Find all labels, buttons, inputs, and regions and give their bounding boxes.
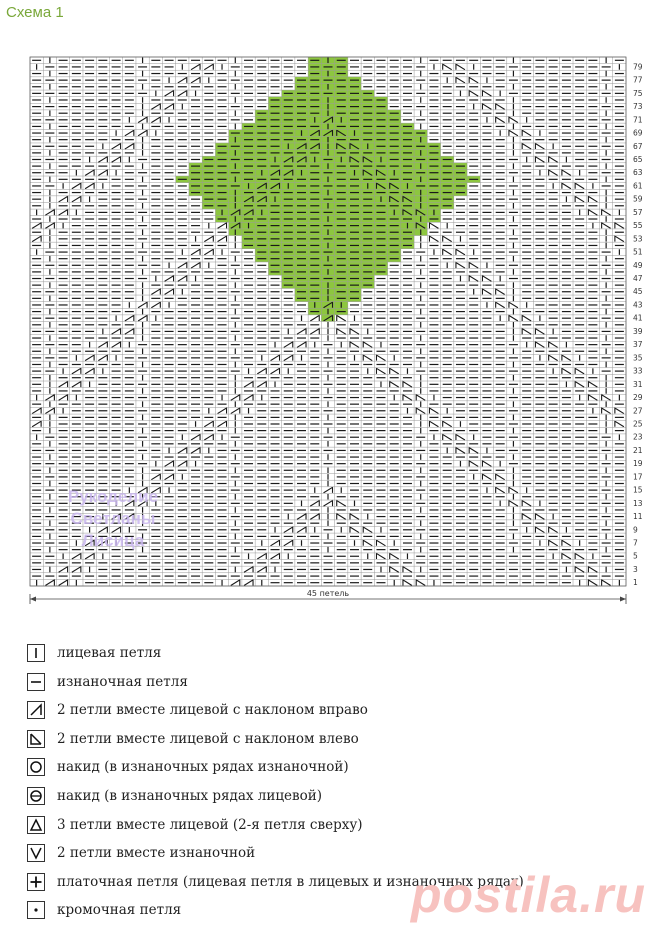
k2tog-left-mark (575, 196, 584, 202)
k2tog-left-mark (602, 210, 611, 216)
k2tog-right-mark (257, 382, 266, 388)
k2tog-right-mark (72, 382, 81, 388)
legend-item (27, 669, 188, 695)
k2tog-left-mark (615, 223, 624, 229)
k2tog-right-mark (323, 487, 332, 493)
k2tog-right-mark (125, 143, 134, 149)
k2tog-left-mark (602, 395, 611, 401)
row-label: 49 (633, 260, 643, 270)
k2tog-left-mark (469, 263, 478, 269)
k2tog-right-mark (45, 223, 54, 229)
legend-label: кромочная петля (57, 902, 182, 919)
legend-item (27, 840, 255, 866)
k2tog-right-mark (310, 329, 319, 335)
k2tog-left-mark (337, 501, 346, 507)
k2tog-left-mark (522, 514, 531, 520)
k2tog-right-mark (204, 421, 213, 427)
row-label: 23 (633, 432, 643, 442)
k2tog-right-mark (32, 421, 41, 427)
k2tog-right-mark (244, 567, 253, 573)
k2tog-left-mark (575, 382, 584, 388)
k2tog-left-mark (509, 315, 518, 321)
row-label: 25 (633, 419, 643, 429)
k2tog-right-mark (310, 315, 319, 321)
row-label: 37 (633, 340, 643, 350)
row-label: 67 (633, 141, 643, 151)
k2tog-right-mark (191, 263, 200, 269)
k2tog-right-mark (165, 289, 174, 295)
k2tog-right-mark (178, 263, 187, 269)
author-watermark-line: Светланы (70, 509, 156, 528)
k2tog-right-mark (310, 501, 319, 507)
k2tog-right-mark (231, 580, 240, 586)
k2tog-left-mark (588, 580, 597, 586)
k2tog-left-mark (376, 540, 385, 546)
site-watermark: postila.ru (410, 867, 646, 923)
k2tog-left-mark (337, 329, 346, 335)
k2tog-left-mark (562, 183, 571, 189)
row-label: 19 (633, 459, 643, 469)
k2tog-left-mark (549, 342, 558, 348)
k2tog-right-mark (297, 514, 306, 520)
k2tog-right-mark (151, 302, 160, 308)
k2tog-left-mark (482, 461, 491, 467)
legend-label: 2 петли вместе лицевой с наклоном вправо (57, 702, 368, 719)
width-label: 45 петель (306, 589, 350, 598)
k2tog-right-mark (310, 514, 319, 520)
k2tog-right-mark (191, 434, 200, 440)
k2tog-left-mark (549, 540, 558, 546)
row-label: 5 (633, 551, 638, 561)
row-label: 55 (633, 221, 643, 231)
k2tog-left-mark (615, 236, 624, 242)
k2tog-right-mark (257, 553, 266, 559)
k2tog-left-mark (337, 514, 346, 520)
k2tog-right-mark (284, 355, 293, 361)
row-label: 79 (633, 62, 643, 72)
k2tog-right-mark (297, 329, 306, 335)
k2tog-left-mark (363, 342, 372, 348)
k2tog-left-mark (522, 130, 531, 136)
k2tog-left-mark (337, 315, 346, 321)
k2tog-right-icon (27, 701, 45, 719)
k2tog-left-mark (575, 553, 584, 559)
k2tog-left-mark (429, 421, 438, 427)
k2tog-right-mark (204, 64, 213, 70)
legend-item (27, 783, 322, 809)
k2tog-left-mark (469, 77, 478, 83)
row-label: 27 (633, 406, 643, 416)
k2tog-right-mark (125, 315, 134, 321)
k2tog-right-mark (98, 342, 107, 348)
k2tog-left-mark (535, 329, 544, 335)
row-label: 65 (633, 154, 643, 164)
k2tog-right-mark (151, 474, 160, 480)
author-watermark (48, 486, 178, 552)
k2tog-left-mark (588, 567, 597, 573)
row-label: 47 (633, 274, 643, 284)
k2tog-left-mark (496, 474, 505, 480)
width-arrow-left (30, 597, 36, 602)
k2tog-right-mark (204, 249, 213, 255)
row-label: 53 (633, 234, 643, 244)
k2tog-left-mark (562, 368, 571, 374)
legend-item (27, 697, 368, 723)
k2tog-left-mark (482, 474, 491, 480)
k2tog-left-mark (456, 249, 465, 255)
k2tog-left-mark (403, 580, 412, 586)
k2tog-left-mark (482, 276, 491, 282)
k2tog-right-mark (72, 567, 81, 573)
k2tog-left-mark (615, 421, 624, 427)
k2tog-left-mark (509, 501, 518, 507)
k2tog-left-mark (496, 117, 505, 123)
k2tog-left-mark (496, 289, 505, 295)
k2tog-right-mark (271, 553, 280, 559)
k2tog-left-mark (390, 567, 399, 573)
garter-icon (27, 873, 45, 891)
k2tog-right-mark (151, 289, 160, 295)
row-label: 69 (633, 128, 643, 138)
row-label: 7 (633, 538, 638, 548)
k2tog-left-mark (416, 395, 425, 401)
k2tog-right-mark (59, 210, 68, 216)
k2tog-left-mark (509, 302, 518, 308)
k2tog-right-mark (191, 77, 200, 83)
k2tog-left-mark (535, 342, 544, 348)
k2tog-left-mark (403, 395, 412, 401)
k2tog-right-mark (45, 580, 54, 586)
k2tog-left-mark (496, 487, 505, 493)
k2tog-left-mark (482, 91, 491, 97)
k2tog-left-mark (403, 382, 412, 388)
k2tog-right-mark (59, 567, 68, 573)
k2tog-left-mark (469, 91, 478, 97)
k2tog-right-mark (138, 117, 147, 123)
k2tog-left-mark (456, 263, 465, 269)
k2tog-right-mark (59, 395, 68, 401)
k2tog-right-mark (178, 276, 187, 282)
row-label: 51 (633, 247, 643, 257)
k2tog-right-mark (45, 395, 54, 401)
k2tog-right-mark (151, 104, 160, 110)
k2tog-right-mark (151, 117, 160, 123)
k2tog-right-mark (204, 434, 213, 440)
k2tog-left-mark (522, 501, 531, 507)
k2tog-left-mark (496, 302, 505, 308)
row-label: 73 (633, 102, 643, 112)
row-label: 29 (633, 393, 643, 403)
k2tog-right-mark (45, 408, 54, 414)
k2tog-right-mark (138, 302, 147, 308)
row-label: 63 (633, 168, 643, 178)
legend-label: накид (в изнаночных рядах лицевой) (57, 788, 323, 804)
k2tog-right-mark (59, 196, 68, 202)
k2tog-right-mark (231, 408, 240, 414)
k2tog-right-mark (284, 342, 293, 348)
k2tog-left-mark (549, 170, 558, 176)
legend-item (27, 897, 181, 923)
k2tog-left-mark (522, 143, 531, 149)
k2tog-left-mark (535, 514, 544, 520)
k2tog-left-mark (363, 540, 372, 546)
k2tog-left-mark (562, 540, 571, 546)
k2tog-right-mark (85, 355, 94, 361)
yarnover-icon (27, 758, 45, 776)
k2tog-right-mark (257, 567, 266, 573)
k2tog-right-mark (284, 540, 293, 546)
k2tog-right-mark (45, 210, 54, 216)
k2tog-left-mark (575, 183, 584, 189)
k2tog-right-mark (138, 315, 147, 321)
k2tog-right-mark (85, 368, 94, 374)
row-label: 31 (633, 379, 643, 389)
author-watermark-line: Лисица (81, 531, 145, 550)
k2tog-left-mark (482, 104, 491, 110)
k2tog-right-mark (231, 395, 240, 401)
k2tog-left-mark (456, 77, 465, 83)
k2tog-left-mark (588, 196, 597, 202)
k2tog-right-mark (112, 329, 121, 335)
k2tog-left-mark (549, 157, 558, 163)
k2tog-left-mark (588, 210, 597, 216)
k2tog-right-mark (98, 157, 107, 163)
k2tog-right-mark (165, 461, 174, 467)
k2tog-right-mark (178, 461, 187, 467)
row-label: 57 (633, 207, 643, 217)
k2tog-right-mark (323, 501, 332, 507)
k2tog-left-mark (456, 64, 465, 70)
k2tog-left-mark (602, 223, 611, 229)
row-label: 41 (633, 313, 643, 323)
k2tog-right-mark (244, 382, 253, 388)
row-label: 75 (633, 88, 643, 98)
k2tog-left-mark (509, 487, 518, 493)
k2tog-right-mark (112, 157, 121, 163)
k2tog-left-mark (535, 527, 544, 533)
k2tog-left-mark (350, 329, 359, 335)
row-label: 71 (633, 115, 643, 125)
k2tog-right-mark (32, 223, 41, 229)
k2tog-left-mark (443, 249, 452, 255)
k2tog-left-mark (615, 408, 624, 414)
k2tog-left-mark (535, 157, 544, 163)
row-label: 33 (633, 366, 643, 376)
legend-item (27, 812, 363, 838)
purl-icon (27, 673, 45, 691)
k2tog-left-mark (509, 117, 518, 123)
k2tog-left-mark (429, 236, 438, 242)
k2tog-left-mark (602, 580, 611, 586)
k2tog-right-mark (59, 382, 68, 388)
legend-item (27, 726, 359, 752)
row-label: 21 (633, 445, 643, 455)
k2tog-right-mark (85, 170, 94, 176)
k2tog-right-mark (165, 91, 174, 97)
author-watermark-line: Рукоделие (67, 487, 159, 506)
row-label: 45 (633, 287, 643, 297)
chart-title: Схема 1 (6, 4, 64, 21)
k2tog-left-mark (575, 368, 584, 374)
legend-label: изнаночная петля (57, 673, 188, 690)
k2tog-right-mark (178, 448, 187, 454)
yarnover-knit-icon (27, 787, 45, 805)
k2tog-right-mark (218, 236, 227, 242)
k2tog-right-mark (32, 236, 41, 242)
k2tog-left-mark (376, 355, 385, 361)
k2tog-right-mark (72, 368, 81, 374)
knit-icon (27, 644, 45, 662)
k2tog-left-mark (376, 368, 385, 374)
row-labels (633, 62, 643, 587)
k2tog-right-mark (98, 170, 107, 176)
k2tog-left-mark (509, 130, 518, 136)
k2tog-right-mark (98, 355, 107, 361)
k2tog-left-mark (482, 289, 491, 295)
k2tog-right-mark (178, 91, 187, 97)
k2tog-left-mark (575, 567, 584, 573)
k3tog-icon (27, 816, 45, 834)
k2tog-left-mark (350, 527, 359, 533)
k2tog-left-mark (496, 104, 505, 110)
row-label: 3 (633, 564, 638, 574)
legend-label: лицевая петля (57, 645, 162, 661)
k2tog-left-mark (363, 527, 372, 533)
k2tog-left-mark (522, 315, 531, 321)
k2tog-left-mark (416, 580, 425, 586)
k2tog-right-mark (59, 580, 68, 586)
k2tog-left-mark (443, 64, 452, 70)
k2tog-right-mark (191, 249, 200, 255)
legend-label: 2 петли вместе лицевой с наклоном влево (57, 730, 359, 747)
k2tog-left-mark (443, 421, 452, 427)
k2tog-left-mark (443, 434, 452, 440)
k2tog-left-mark (390, 553, 399, 559)
k2tog-right-mark (297, 342, 306, 348)
k2tog-right-mark (112, 143, 121, 149)
legend-label: 3 петли вместе лицевой (2-я петля сверху) (57, 816, 363, 833)
k2tog-right-mark (271, 540, 280, 546)
k2tog-left-mark (429, 223, 438, 229)
k2tog-left-mark (390, 382, 399, 388)
row-label: 15 (633, 485, 643, 495)
k2tog-right-mark (85, 183, 94, 189)
k2tog-right-mark (112, 342, 121, 348)
k2tog-right-mark (257, 368, 266, 374)
k2tog-left-icon (27, 730, 45, 748)
k2tog-left-mark (588, 395, 597, 401)
k2tog-left-mark (588, 382, 597, 388)
k2tog-right-mark (271, 355, 280, 361)
legend-label: 2 петли вместе изнаночной (57, 845, 256, 862)
k2tog-right-mark (138, 130, 147, 136)
row-label: 13 (633, 498, 643, 508)
legend-label: накид (в изнаночных рядах изнаночной) (57, 759, 349, 776)
k2tog-right-mark (178, 77, 187, 83)
legend-item (27, 640, 161, 666)
k2tog-left-mark (562, 355, 571, 361)
legend-label: платочная петля (лицевая петля в лицевых и изнаночных рядах) (57, 873, 524, 890)
k2tog-right-mark (125, 130, 134, 136)
p2tog-icon (27, 844, 45, 862)
k2tog-left-mark (390, 368, 399, 374)
k2tog-left-mark (535, 143, 544, 149)
width-arrow-right (620, 597, 626, 602)
k2tog-left-mark (602, 408, 611, 414)
k2tog-right-mark (165, 104, 174, 110)
k2tog-right-mark (72, 196, 81, 202)
row-label: 39 (633, 326, 643, 336)
row-label: 61 (633, 181, 643, 191)
row-label: 35 (633, 353, 643, 363)
k2tog-left-mark (469, 448, 478, 454)
k2tog-right-mark (218, 421, 227, 427)
legend-item (27, 754, 349, 780)
k2tog-left-mark (469, 276, 478, 282)
k2tog-right-mark (244, 580, 253, 586)
k2tog-left-mark (549, 527, 558, 533)
k2tog-right-mark (191, 448, 200, 454)
k2tog-right-mark (297, 527, 306, 533)
k2tog-right-mark (284, 527, 293, 533)
row-label: 59 (633, 194, 643, 204)
k2tog-right-mark (125, 329, 134, 335)
k2tog-left-mark (350, 514, 359, 520)
k2tog-right-mark (218, 408, 227, 414)
k2tog-left-mark (416, 408, 425, 414)
k2tog-left-mark (522, 329, 531, 335)
k2tog-left-mark (363, 355, 372, 361)
k2tog-left-mark (376, 553, 385, 559)
k2tog-left-mark (403, 567, 412, 573)
k2tog-left-mark (350, 342, 359, 348)
k2tog-right-mark (204, 236, 213, 242)
k2tog-right-mark (72, 183, 81, 189)
k2tog-left-mark (429, 408, 438, 414)
k2tog-right-mark (32, 408, 41, 414)
k2tog-right-mark (72, 553, 81, 559)
k2tog-right-mark (271, 368, 280, 374)
k2tog-right-mark (244, 395, 253, 401)
row-label: 17 (633, 472, 643, 482)
k2tog-right-mark (218, 223, 227, 229)
k2tog-left-mark (549, 355, 558, 361)
k2tog-right-mark (165, 276, 174, 282)
k2tog-left-mark (562, 170, 571, 176)
k2tog-left-mark (456, 448, 465, 454)
row-label: 43 (633, 300, 643, 310)
k2tog-left-mark (456, 434, 465, 440)
k2tog-right-mark (85, 553, 94, 559)
k2tog-right-mark (165, 474, 174, 480)
row-label: 9 (633, 525, 638, 535)
row-label: 11 (633, 512, 643, 522)
k2tog-left-mark (443, 236, 452, 242)
row-label: 77 (633, 75, 643, 85)
k2tog-left-mark (469, 461, 478, 467)
row-label: 1 (633, 578, 638, 588)
k2tog-right-mark (191, 64, 200, 70)
k2tog-left-mark (562, 553, 571, 559)
edge-stitch-icon (27, 901, 45, 919)
